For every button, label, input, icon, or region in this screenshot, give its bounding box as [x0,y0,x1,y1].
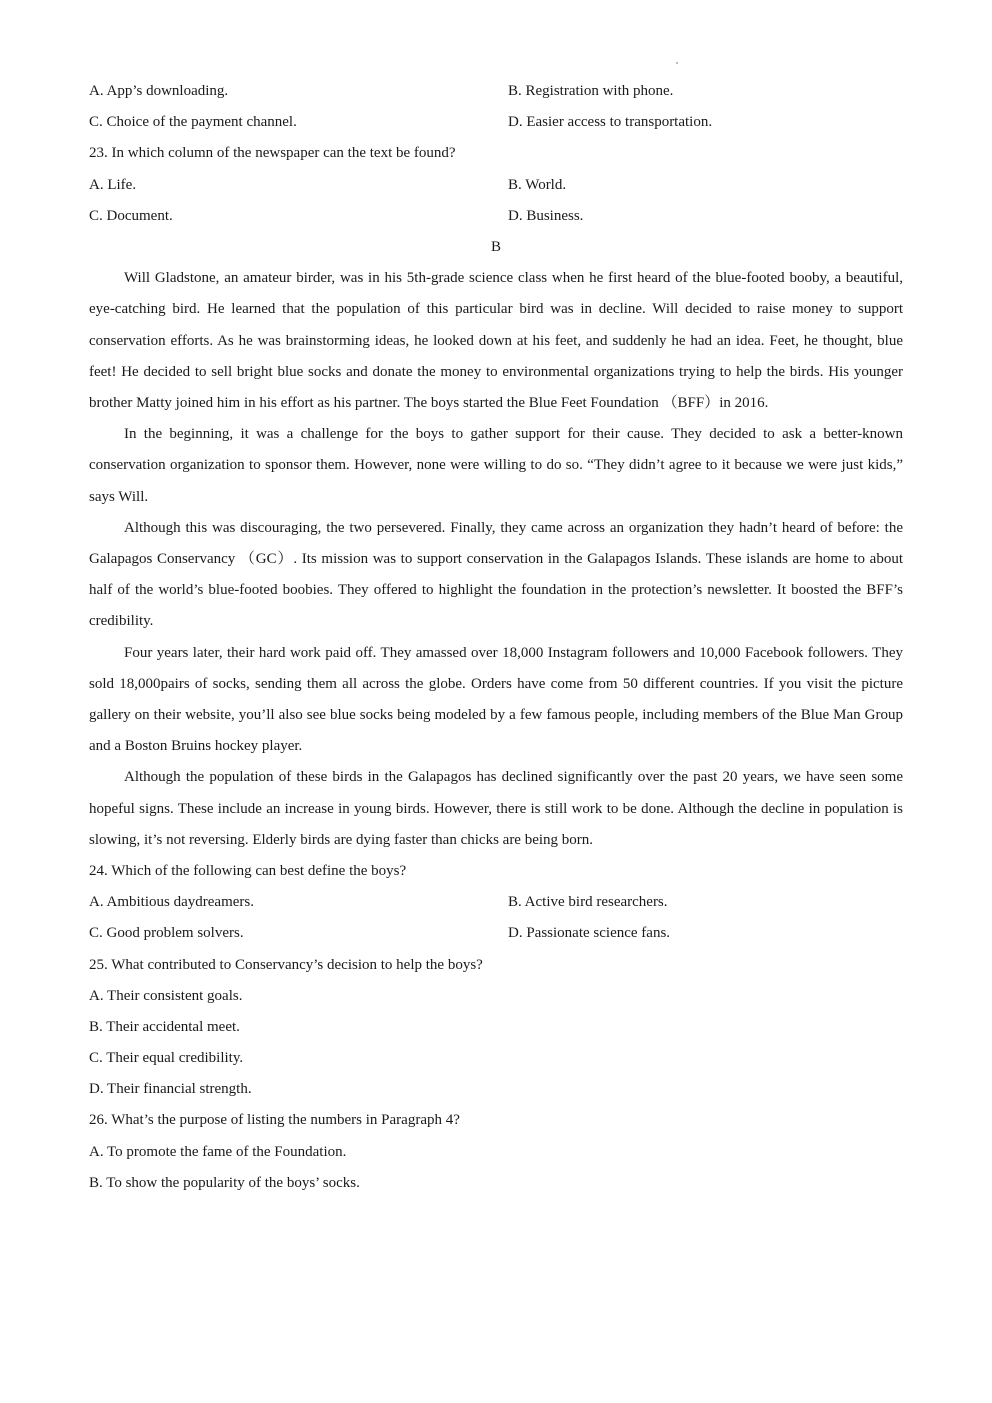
q23-options-row-2 [89,201,903,232]
q23-option-c: C. Document. [89,207,173,224]
q26-question: 26. What’s the purpose of listing the numbers in Paragraph 4? [89,1112,460,1129]
section-heading: B [490,238,501,255]
q24-option-a: A. Ambitious daydreamers. [89,894,254,911]
q24-option-b: B. Active bird researchers. [508,894,668,911]
q23-options-row-1 [89,170,903,201]
q23-question: 23. In which column of the newspaper can the text be found? [89,145,456,162]
q25-option-d: D. Their financial strength. [89,1081,252,1098]
passage-paragraph-3: Although this was discouraging, the two persevered. Finally, they came across an organization they hadn’t heard of before: the Galapagos Conservancy （GC）. Its mission was to support conservation in the Galapagos Islands. These islands are home to about half of the world’s blue-footed boobies. They offered to highlight the foundation in the protection’s newsletter. It boosted the BFF’s credibility. [89,519,903,630]
q23-option-a: A. Life. [89,176,137,193]
exam-page [89,76,903,1199]
q24-options-row-1 [89,887,903,918]
q24-question: 24. Which of the following can best define the boys? [89,862,407,879]
q22-options-row-2 [89,107,903,138]
q25-option-b: B. Their accidental meet. [89,1018,240,1035]
q26-option-a: A. To promote the fame of the Foundation. [89,1143,347,1160]
q24-option-c: C. Good problem solvers. [89,925,244,942]
passage-paragraph-1: Will Gladstone, an amateur birder, was in his 5th-grade science class when he first heard of the blue-footed booby, a beautiful, eye-catching bird. He learned that the population of this particular bird was in decline. Will decided to raise money to support conservation efforts. As he was brainstorming ideas, he looked down at his feet, and suddenly he had an idea. Feet, he thought, blue feet! He decided to sell bright blue socks and donate the money to environmental organizations trying to help the birds. His younger brother Matty joined him in his effort as his partner. The boys started the Blue Feet Foundation （BFF）in 2016. [89,270,903,411]
q25-option-a: A. Their consistent goals. [89,987,243,1004]
q22-options-row-1 [89,76,903,107]
q22-option-b: B. Registration with phone. [508,83,674,99]
passage-paragraph-4: Four years later, their hard work paid off. They amassed over 18,000 Instagram followers and 10,000 Facebook followers. They sold 18,000pairs of socks, sending them all across the globe. Orders have come from 50 different countries. If you visit the picture gallery on their website, you’ll also see blue socks being modeled by a few famous people, including members of the Blue Man Group and a Boston Bruins hockey player. [89,644,903,755]
q22-option-c: C. Choice of the payment channel. [89,114,297,131]
q25-option-c: C. Their equal credibility. [89,1050,244,1067]
passage-paragraph-2: In the beginning, it was a challenge for the boys to gather support for their cause. They decided to ask a better-known conservation organization to sponsor them. However, none were willing to do so. “They didn’t agree to it because we were just kids,” says Will. [89,426,903,505]
q25-question: 25. What contributed to Conservancy’s decision to help the boys? [89,956,483,973]
q24-options-row-2 [89,918,903,949]
q26-option-b: B. To show the popularity of the boys’ socks. [89,1174,360,1191]
q24-option-d: D. Passionate science fans. [508,925,671,942]
passage-paragraph-5: Although the population of these birds in the Galapagos has declined significantly over the past 20 years, we have seen some hopeful signs. These include an increase in young birds. However, there is still work to be done. Although the decline in population is slowing, it’s not reversing. Elderly birds are dying faster than chicks are being born. [89,769,903,848]
scan-dot [676,62,678,64]
q23-option-d: D. Business. [508,207,584,224]
q22-option-d: D. Easier access to transportation. [508,114,713,131]
q23-option-b: B. World. [508,176,567,193]
q22-option-a: A. App’s downloading. [89,83,229,99]
